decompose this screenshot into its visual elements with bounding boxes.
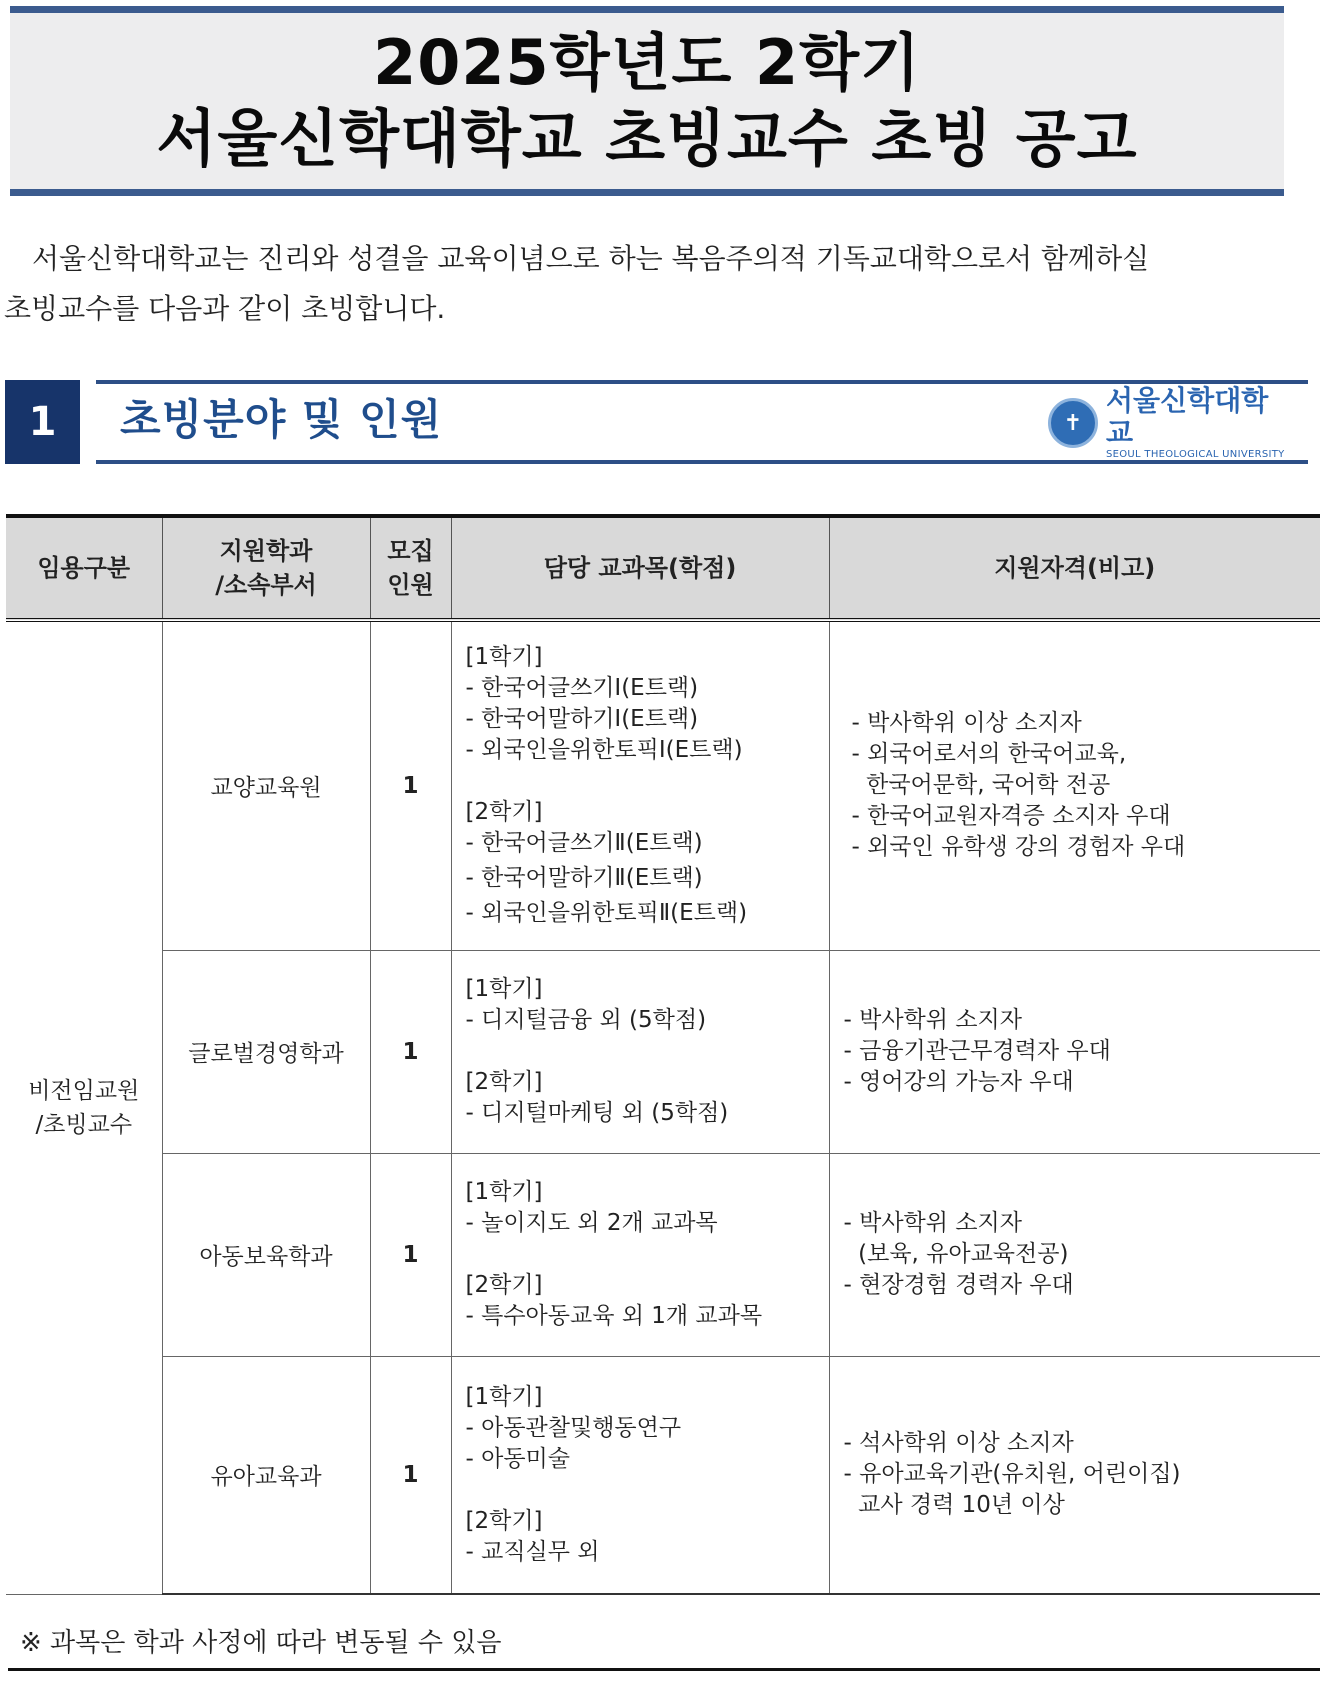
table-row bbox=[6, 1356, 1320, 1594]
courses-cell bbox=[451, 620, 829, 950]
intro-line-2: 초빙교수를 다음과 같이 초빙합니다. bbox=[4, 292, 446, 325]
count-cell: 1 bbox=[370, 1153, 451, 1356]
table-row bbox=[6, 1153, 1320, 1356]
qualification-item: (보육, 유아교육전공) bbox=[843, 1241, 1069, 1267]
logo-name-ko: 서울신학대학교 bbox=[1106, 384, 1269, 449]
course-item: - 디지털마케팅 외 (5학점) bbox=[465, 1100, 729, 1126]
header-courses: 담당 교과목(학점) bbox=[451, 516, 829, 620]
count-cell: 1 bbox=[370, 620, 451, 950]
category-cell bbox=[6, 620, 162, 1594]
qualification-item: - 박사학위 소지자 bbox=[843, 1210, 1022, 1236]
header-department bbox=[162, 516, 370, 620]
table-header-row bbox=[6, 516, 1320, 620]
semester-label: [1학기] bbox=[465, 1179, 543, 1205]
header-count-line-1: 모집 bbox=[387, 537, 434, 565]
section-title: 초빙분야 및 인원 bbox=[120, 395, 443, 444]
qualification-item: - 석사학위 이상 소지자 bbox=[843, 1430, 1074, 1457]
count-cell: 1 bbox=[370, 950, 451, 1153]
courses-cell bbox=[451, 950, 829, 1153]
course-item: - 한국어글쓰기Ⅱ(E트랙) bbox=[465, 830, 703, 857]
department-cell: 유아교육과 bbox=[162, 1356, 370, 1594]
header-category: 임용구분 bbox=[6, 516, 162, 620]
table-row bbox=[6, 950, 1320, 1153]
semester-label: [1학기] bbox=[465, 1383, 543, 1410]
qualification-item: - 영어강의 가능자 우대 bbox=[843, 1069, 1074, 1095]
header-count bbox=[370, 516, 451, 620]
qualifications-cell bbox=[829, 620, 1320, 950]
title-line-2: 서울신학대학교 초빙교수 초빙 공고 bbox=[156, 102, 1138, 175]
title-line-1: 2025학년도 2학기 bbox=[373, 26, 921, 99]
intro-line-1: 서울신학대학교는 진리와 성결을 교육이념으로 하는 복음주의적 기독교대학으로서 함께하실 bbox=[32, 242, 1150, 275]
logo-name-en: SEOUL THEOLOGICAL UNIVERSITY bbox=[1106, 449, 1285, 460]
intro-paragraph bbox=[4, 234, 1284, 334]
course-item: - 외국인을위한토픽Ⅱ(E트랙) bbox=[465, 900, 748, 927]
category-line-2: /초빙교수 bbox=[35, 1111, 133, 1138]
semester-label: [2학기] bbox=[465, 1069, 543, 1095]
qualifications-cell bbox=[829, 1153, 1320, 1356]
course-item: - 한국어말하기Ⅰ(E트랙) bbox=[465, 706, 699, 733]
header-department-line-2: /소속부서 bbox=[215, 571, 317, 599]
recruitment-table bbox=[6, 514, 1320, 1595]
recruitment-table-wrap bbox=[6, 514, 1320, 1595]
semester-label: [1학기] bbox=[465, 976, 543, 1002]
header-count-line-2: 인원 bbox=[387, 571, 434, 599]
qualification-item: - 현장경험 경력자 우대 bbox=[843, 1272, 1074, 1298]
semester-label: [1학기] bbox=[465, 644, 543, 671]
qualification-item: 한국어문학, 국어학 전공 bbox=[851, 772, 1111, 799]
department-cell: 아동보육학과 bbox=[162, 1153, 370, 1356]
section-number: 1 bbox=[5, 380, 80, 464]
count-cell: 1 bbox=[370, 1356, 451, 1594]
footnote: ※ 과목은 학과 사정에 따라 변동될 수 있음 bbox=[8, 1618, 1320, 1671]
table-row bbox=[6, 620, 1320, 950]
qualification-item: 교사 경력 10년 이상 bbox=[843, 1492, 1065, 1519]
title-banner bbox=[10, 6, 1284, 196]
header-department-line-1: 지원학과 bbox=[219, 537, 313, 565]
qualifications-cell bbox=[829, 950, 1320, 1153]
course-item: - 디지털금융 외 (5학점) bbox=[465, 1007, 707, 1033]
qualification-item: - 외국어로서의 한국어교육, bbox=[851, 741, 1127, 768]
qualification-item: - 한국어교원자격증 소지자 우대 bbox=[851, 803, 1171, 830]
courses-cell bbox=[451, 1153, 829, 1356]
qualification-item: - 외국인 유학생 강의 경험자 우대 bbox=[851, 834, 1186, 861]
courses-cell bbox=[451, 1356, 829, 1594]
header-qualifications: 지원자격(비고) bbox=[829, 516, 1320, 620]
course-item: - 한국어글쓰기Ⅰ(E트랙) bbox=[465, 675, 699, 702]
course-item: - 특수아동교육 외 1개 교과목 bbox=[465, 1303, 763, 1329]
qualification-item: - 박사학위 소지자 bbox=[843, 1007, 1022, 1033]
course-item: - 한국어말하기Ⅱ(E트랙) bbox=[465, 865, 703, 892]
course-item: - 아동관찰및행동연구 bbox=[465, 1414, 682, 1441]
department-cell: 글로벌경영학과 bbox=[162, 950, 370, 1153]
qualifications-cell bbox=[829, 1356, 1320, 1594]
qualification-item: - 박사학위 이상 소지자 bbox=[851, 710, 1082, 737]
semester-label: [2학기] bbox=[465, 1272, 543, 1298]
university-logo bbox=[1048, 384, 1293, 460]
course-item: - 아동미술 bbox=[465, 1445, 570, 1472]
qualification-item: - 유아교육기관(유치원, 어린이집) bbox=[843, 1461, 1181, 1488]
department-cell: 교양교육원 bbox=[162, 620, 370, 950]
university-seal-icon: ✝ bbox=[1048, 398, 1098, 448]
semester-label: [2학기] bbox=[465, 799, 543, 826]
course-item: - 교직실무 외 bbox=[465, 1538, 600, 1565]
course-item: - 놀이지도 외 2개 교과목 bbox=[465, 1210, 718, 1236]
course-item: - 외국인을위한토픽Ⅰ(E트랙) bbox=[465, 737, 743, 764]
semester-label: [2학기] bbox=[465, 1507, 543, 1534]
category-line-1: 비전임교원 bbox=[28, 1077, 140, 1104]
qualification-item: - 금융기관근무경력자 우대 bbox=[843, 1038, 1111, 1064]
